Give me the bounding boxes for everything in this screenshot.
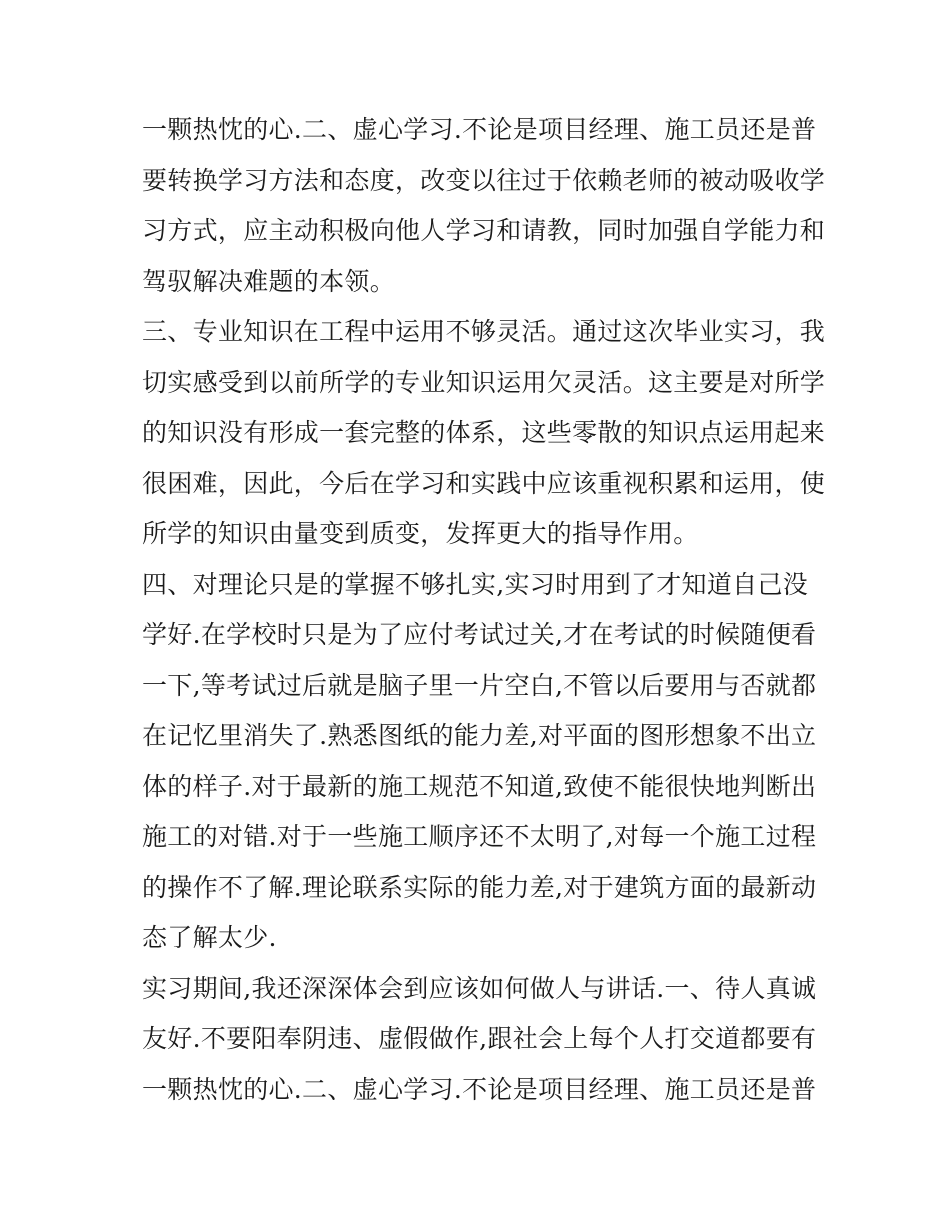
text-line: 驾驭解决难题的本领。 bbox=[142, 267, 396, 296]
text-line: 一颗热忱的心.二、虚心学习.不论是项目经理、施工员还是普 bbox=[142, 115, 817, 144]
text-line: 一颗热忱的心.二、虚心学习.不论是项目经理、施工员还是普 bbox=[142, 1075, 817, 1104]
text-line: 很困难，因此，今后在学习和实践中应该重视积累和运用，使 bbox=[142, 469, 826, 498]
text-line: 学好.在学校时只是为了应付考试过关,才在考试的时候随便看 bbox=[142, 620, 817, 649]
text-line: 切实感受到以前所学的专业知识运用欠灵活。这主要是对所学 bbox=[142, 368, 826, 397]
text-line: 的知识没有形成一套完整的体系，这些零散的知识点运用起来 bbox=[142, 418, 826, 447]
text-line: 施工的对错.对于一些施工顺序还不太明了,对每一个施工过程 bbox=[142, 822, 817, 851]
text-line: 三、专业知识在工程中运用不够灵活。通过这次毕业实习，我 bbox=[142, 317, 826, 346]
text-line: 体的样子.对于最新的施工规范不知道,致使不能很快地判断出 bbox=[142, 772, 817, 801]
text-line: 要转换学习方法和态度，改变以往过于依赖老师的被动吸收学 bbox=[142, 166, 826, 195]
text-line: 的操作不了解.理论联系实际的能力差,对于建筑方面的最新动 bbox=[142, 873, 817, 902]
text-line: 态了解太少. bbox=[142, 923, 277, 952]
text-line: 友好.不要阳奉阴违、虚假做作,跟社会上每个人打交道都要有 bbox=[142, 1024, 817, 1053]
text-line: 在记忆里消失了.熟悉图纸的能力差,对平面的图形想象不出立 bbox=[142, 721, 817, 750]
text-line: 习方式，应主动积极向他人学习和请教，同时加强自学能力和 bbox=[142, 216, 826, 245]
text-line: 四、对理论只是的掌握不够扎实,实习时用到了才知道自己没 bbox=[142, 570, 809, 599]
text-line: 实习期间,我还深深体会到应该如何做人与讲话.一、待人真诚 bbox=[142, 974, 817, 1003]
text-line: 所学的知识由量变到质变，发挥更大的指导作用。 bbox=[142, 519, 699, 548]
text-line: 一下,等考试过后就是脑子里一片空白,不管以后要用与否就都 bbox=[142, 671, 817, 700]
